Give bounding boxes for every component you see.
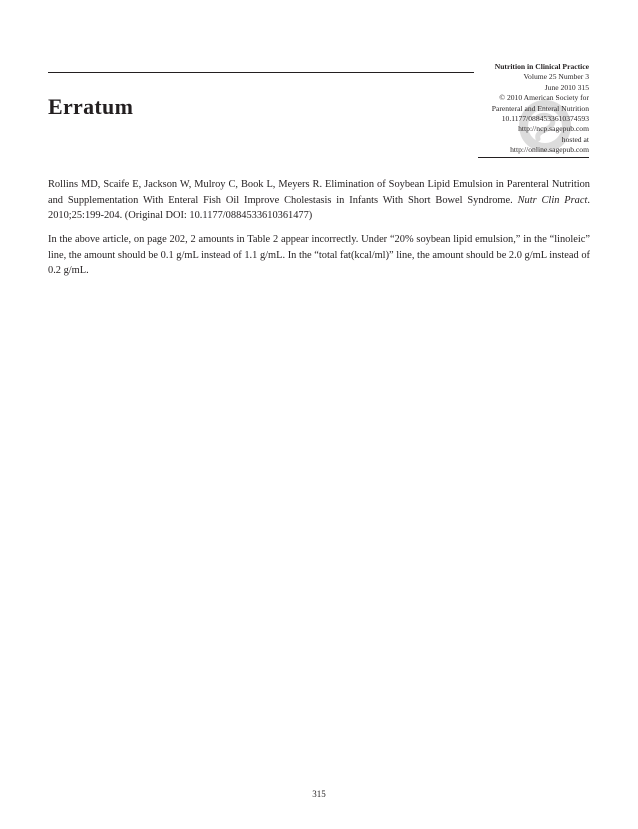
journal-abbreviation: Nutr Clin Pract [517, 194, 588, 206]
journal-issue-date: June 2010 315 [544, 82, 589, 92]
page-number: 315 [312, 789, 326, 799]
journal-volume: Volume 25 Number 3 [523, 72, 589, 82]
copyright-line: © 2010 American Society for [499, 93, 589, 103]
citation-text: Rollins MD, Scaife E, Jackson W, Mulroy C, Book L, Meyers R. Elimination of Soybean Lipid Emulsion in Parenteral Nutrition and Supplementation With Enteral Fish Oil Improve Cholestasis in Infants With Short Bowel Syndrome. [48, 179, 590, 206]
citation-paragraph [48, 177, 590, 224]
correction-paragraph: In the above article, on page 202, 2 amounts in Table 2 appear incorrectly. Under “20% soybean lipid emulsion,” in the “linoleic” line, the amount should be 0.1 g/mL instead of 1.1 g/mL. In the “total fat(kcal/ml)” line, the amount should be 2.0 g/mL instead of 0.2 g/mL. [48, 234, 590, 276]
meta-rule [478, 157, 589, 158]
copyright-society: Parenteral and Enteral Nutrition [491, 103, 589, 113]
hosted-url[interactable]: http://online.sagepub.com [510, 145, 589, 155]
journal-info [476, 62, 589, 158]
journal-url[interactable]: http://ncp.sagepub.com [518, 124, 589, 134]
header-rule [48, 72, 474, 73]
page-title: Erratum [48, 94, 134, 119]
article-body [48, 177, 590, 287]
citation-details: . 2010;25:199-204. (Original DOI: 10.1177/0884533610361477) [48, 194, 590, 221]
journal-name: Nutrition in Clinical Practice [494, 62, 589, 71]
hosted-at-label: hosted at [561, 134, 589, 144]
doi: 10.1177/0884533610374593 [501, 114, 589, 124]
